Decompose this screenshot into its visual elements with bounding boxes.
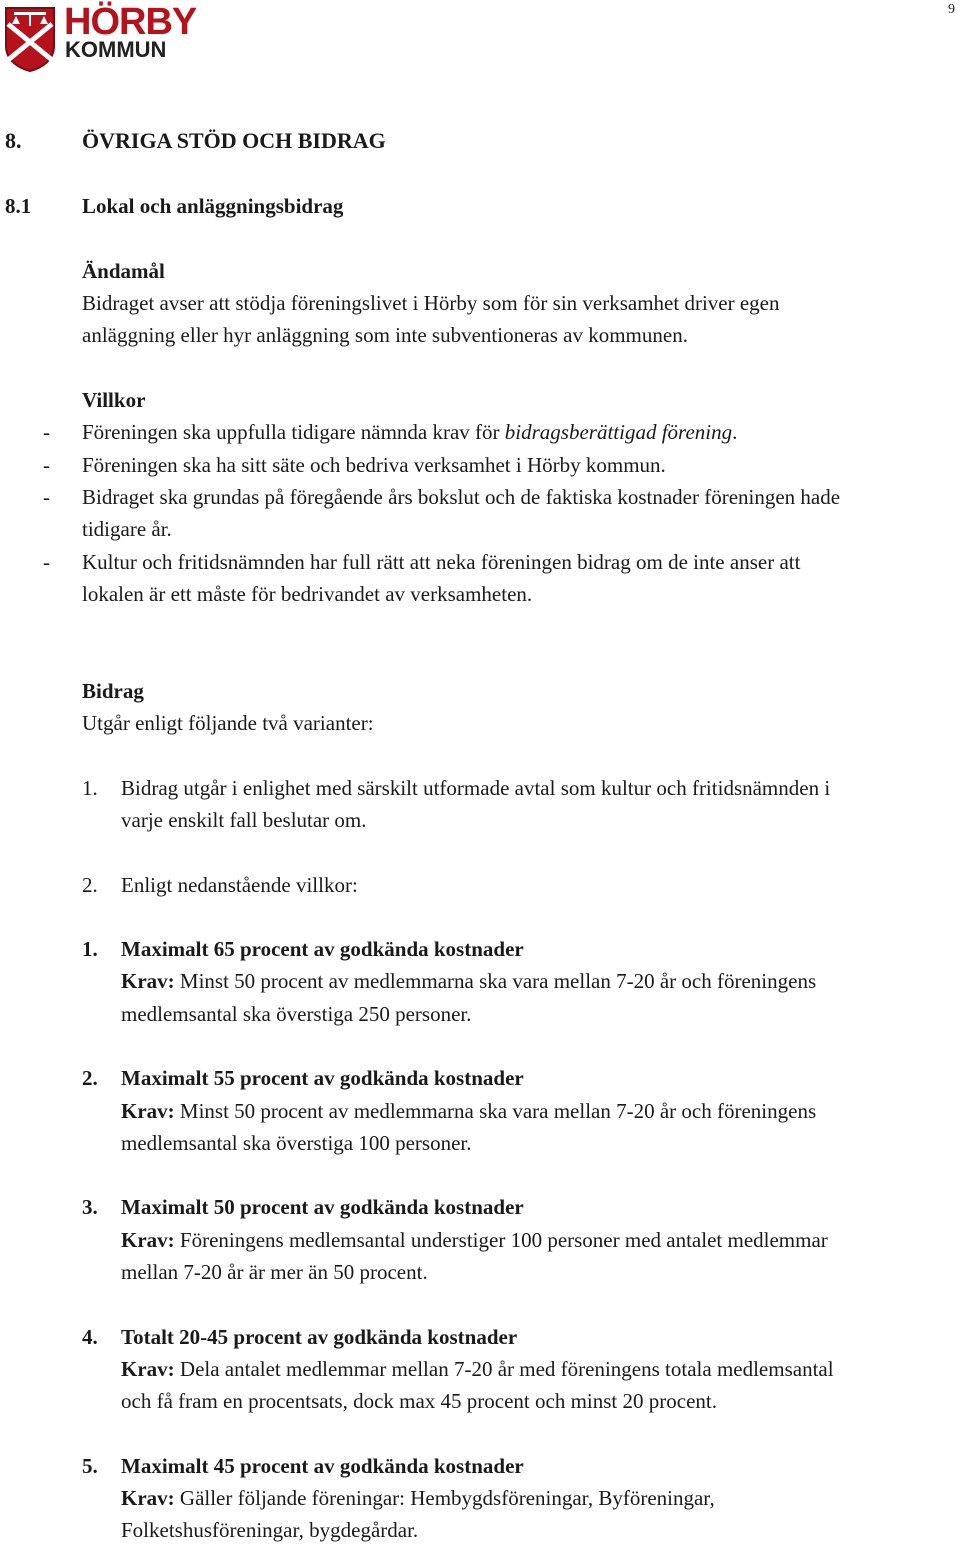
requirement-text: Minst 50 procent av medlemmarna ska vara mellan 7-20 år och föreningens bbox=[174, 1099, 817, 1123]
level-number: 4. bbox=[82, 1325, 98, 1349]
variant-1-line-1: Bidrag utgår i enlighet med särskilt utformade avtal som kultur och fritidsnämnden i bbox=[121, 776, 831, 800]
condition-item-1-emphasis: bidragsberättigad förening bbox=[504, 420, 733, 444]
section-title: ÖVRIGA STÖD OCH BIDRAG bbox=[82, 128, 386, 153]
bullet-dash: - bbox=[43, 453, 50, 477]
level-requirement bbox=[121, 1357, 834, 1382]
subsection-title: Lokal och anläggningsbidrag bbox=[82, 194, 344, 218]
logo-text-horby: HÖRBY bbox=[64, 1, 197, 43]
bullet-dash: - bbox=[43, 550, 50, 574]
coat-of-arms-icon bbox=[4, 6, 56, 72]
section-number: 8. bbox=[5, 128, 22, 153]
page-number: 9 bbox=[948, 2, 955, 17]
level-number: 5. bbox=[82, 1454, 98, 1478]
purpose-heading: Ändamål bbox=[82, 259, 165, 283]
level-requirement-line-2: mellan 7-20 år är mer än 50 procent. bbox=[121, 1260, 428, 1284]
condition-item-1-text: Föreningen ska uppfulla tidigare nämnda krav för bbox=[82, 420, 505, 444]
variant-2-text: Enligt nedanstående villkor: bbox=[121, 873, 358, 897]
level-title: Maximalt 65 procent av godkända kostnader bbox=[121, 937, 524, 961]
level-title: Maximalt 50 procent av godkända kostnader bbox=[121, 1195, 524, 1219]
level-requirement bbox=[121, 1099, 816, 1124]
level-number: 1. bbox=[82, 937, 98, 961]
level-requirement-line-2: medlemsantal ska överstiga 250 personer. bbox=[121, 1002, 472, 1026]
requirement-label: Krav: bbox=[121, 969, 175, 993]
level-title: Totalt 20-45 procent av godkända kostnader bbox=[121, 1325, 518, 1349]
bullet-dash: - bbox=[43, 485, 50, 509]
requirement-label: Krav: bbox=[121, 1228, 175, 1252]
conditions-heading: Villkor bbox=[82, 388, 146, 412]
level-requirement-line-2: medlemsantal ska överstiga 100 personer. bbox=[121, 1131, 472, 1155]
condition-item-1 bbox=[82, 420, 737, 445]
variant-1-number: 1. bbox=[82, 776, 98, 800]
requirement-text: Föreningens medlemsantal understiger 100 personer med antalet medlemmar bbox=[174, 1228, 828, 1252]
level-requirement-line-2: Folketshusföreningar, bygdegårdar. bbox=[121, 1518, 419, 1542]
requirement-label: Krav: bbox=[121, 1486, 175, 1510]
grant-intro: Utgår enligt följande två varianter: bbox=[82, 711, 374, 735]
purpose-line-1: Bidraget avser att stödja föreningslivet i Hörby som för sin verksamhet driver egen bbox=[82, 291, 780, 315]
requirement-label: Krav: bbox=[121, 1099, 175, 1123]
hörby-kommun-logo bbox=[4, 1, 197, 74]
variant-1-line-2: varje enskilt fall beslutar om. bbox=[121, 808, 367, 832]
requirement-text: Minst 50 procent av medlemmarna ska vara mellan 7-20 år och föreningens bbox=[174, 969, 817, 993]
level-requirement-line-2: och få fram en procentsats, dock max 45 procent och minst 20 procent. bbox=[121, 1389, 717, 1413]
variant-2-number: 2. bbox=[82, 873, 98, 897]
requirement-text: Dela antalet medlemmar mellan 7-20 år med föreningens totala medlemsantal bbox=[174, 1357, 834, 1381]
subsection-number: 8.1 bbox=[5, 194, 32, 218]
level-requirement bbox=[121, 1486, 715, 1511]
condition-item-3-line-1: Bidraget ska grundas på föregående års bokslut och de faktiska kostnader föreningen hade bbox=[82, 485, 841, 509]
bullet-dash: - bbox=[43, 420, 50, 444]
condition-item-2: Föreningen ska ha sitt säte och bedriva verksamhet i Hörby kommun. bbox=[82, 453, 666, 477]
level-title: Maximalt 55 procent av godkända kostnader bbox=[121, 1066, 524, 1090]
condition-item-4-line-2: lokalen är ett måste för bedrivandet av verksamheten. bbox=[82, 582, 533, 606]
purpose-line-2: anläggning eller hyr anläggning som inte subventioneras av kommunen. bbox=[82, 323, 688, 347]
requirement-label: Krav: bbox=[121, 1357, 175, 1381]
level-requirement bbox=[121, 1228, 828, 1253]
condition-item-3-line-2: tidigare år. bbox=[82, 517, 172, 541]
condition-item-1-end: . bbox=[732, 420, 738, 444]
level-requirement bbox=[121, 969, 816, 994]
logo-text-kommun: KOMMUN bbox=[65, 37, 167, 62]
level-number: 3. bbox=[82, 1195, 98, 1219]
grant-heading: Bidrag bbox=[82, 679, 144, 703]
level-title: Maximalt 45 procent av godkända kostnader bbox=[121, 1454, 524, 1478]
level-number: 2. bbox=[82, 1066, 98, 1090]
requirement-text: Gäller följande föreningar: Hembygdsföreningar, Byföreningar, bbox=[174, 1486, 715, 1510]
condition-item-4-line-1: Kultur och fritidsnämnden har full rätt att neka föreningen bidrag om de inte anser att bbox=[82, 550, 801, 574]
